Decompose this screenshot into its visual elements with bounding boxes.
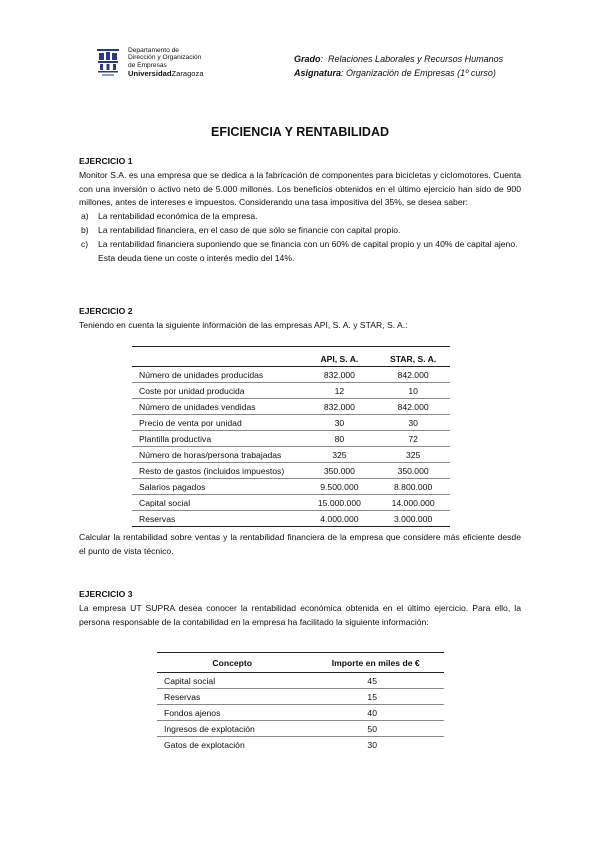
table-row: Gatos de explotación 30 — [164, 739, 377, 750]
exercise-3 — [79, 588, 521, 629]
course-info — [294, 52, 503, 80]
list-item: b) La rentabilidad financiera, en el caso de que sólo se financie con capital propio. — [81, 224, 401, 235]
exercise-2-question: Calcular la rentabilidad sobre ventas y la rentabilidad financiera de la empresa que considere más eficiente desde el punto de vista técnico. — [79, 532, 521, 556]
table-row: Reservas 4.000.000 3.000.000 — [132, 511, 450, 527]
column-header: STAR, S. A. — [376, 351, 450, 367]
list-item: a) La rentabilidad económica de la empresa. — [81, 211, 258, 222]
table-row: Capital social 45 — [157, 673, 444, 689]
table-row: Reservas 15 — [157, 689, 444, 705]
exercise-1-text: Monitor S.A. es una empresa que se dedica a la fabricación de componentes para bicicletas y ciclomotores. Cuenta con una inversión o activo neto de 5.000 millones. Los beneficios obtenidos en el último ejercicio han sido de 900 millones, antes de intereses e impuestos. Considerando una tasa impositiva del 35%, se desea saber: — [79, 169, 521, 208]
table-row: Coste por unidad producida 12 10 — [132, 383, 450, 399]
exercise-3-intro: La empresa UT SUPRA desea conocer la rentabilidad económica obtenida en el último ejercicio. Para ello, la persona responsable de la contabilidad en la empresa ha facilitado la siguiente información: — [79, 602, 521, 627]
dept-line: de Empresas — [128, 61, 167, 69]
column-header: Importe en miles de € — [300, 653, 444, 673]
list-item: c) La rentabilidad financiera suponiendo que se financia con un 60% de capital propio y un 40% de capital ajeno. Esta deuda tiene un coste o interés medio del 14%. — [81, 238, 518, 263]
table-row: Número de horas/persona trabajadas 325 325 — [132, 447, 450, 463]
university-name: UniversidadZaragoza — [128, 69, 204, 79]
exercise-1 — [79, 155, 521, 265]
grado-line: Grado: Relaciones Laborales y Recursos Humanos — [294, 54, 504, 64]
table-row: Número de unidades vendidas 832.000 842.000 — [132, 399, 450, 415]
exercise-2-intro: Teniendo en cuenta la siguiente información de las empresas API, S. A. y STAR, S. A.: — [79, 319, 408, 330]
exercise-3-heading: EJERCICIO 3 — [79, 589, 133, 599]
companies-table — [132, 346, 450, 527]
page-title: EFICIENCIA Y RENTABILIDAD — [210, 125, 390, 139]
table-row: Ingresos de explotación 50 — [157, 721, 444, 737]
exercise-2 — [79, 305, 521, 333]
asignatura-line: Asignatura: Organización de Empresas (1º curso) — [294, 68, 496, 78]
table-row: Número de unidades producidas 832.000 842.000 — [132, 367, 450, 383]
accounting-table — [157, 652, 444, 752]
exercise-1-list — [79, 210, 521, 265]
table-row: Plantilla productiva 80 72 — [132, 431, 450, 447]
dept-line: Departamento de — [128, 47, 179, 54]
table-row: Precio de venta por unidad 30 30 — [132, 415, 450, 431]
university-crest-icon — [96, 48, 120, 78]
table-row: Fondos ajenos 40 — [157, 705, 444, 721]
column-header: API, S. A. — [303, 351, 377, 367]
dept-line: Dirección y Organización — [128, 54, 202, 62]
department-block — [128, 47, 204, 78]
table-row: Salarios pagados 9.500.000 8.800.000 — [132, 479, 450, 495]
table-row: Capital social 15.000.000 14.000.000 — [132, 495, 450, 511]
exercise-1-heading: EJERCICIO 1 — [79, 156, 133, 166]
table-row: Resto de gastos (incluidos impuestos) 350.000 350.000 — [132, 463, 450, 479]
exercise-2-heading: EJERCICIO 2 — [79, 306, 133, 316]
column-header: Concepto — [157, 653, 300, 673]
